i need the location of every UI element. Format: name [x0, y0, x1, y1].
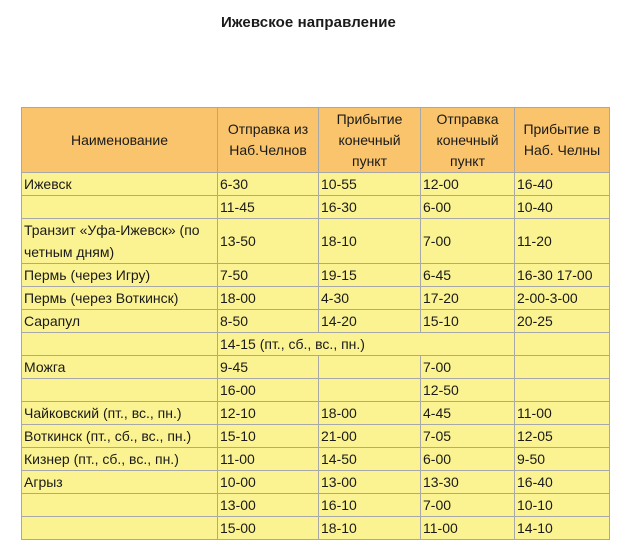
cell-arrival-destination: 18-00	[319, 402, 421, 425]
table-row	[22, 356, 610, 379]
table-row	[22, 310, 610, 333]
cell-departure-destination: 15-10	[421, 310, 515, 333]
table-row	[22, 402, 610, 425]
cell-departure-chelny: 12-10	[218, 402, 319, 425]
cell-departure-destination: 13-30	[421, 471, 515, 494]
cell-name: Пермь (через Воткинск)	[22, 287, 218, 310]
cell-arrival-destination: 18-10	[319, 219, 421, 264]
cell-arrival-destination: 13-00	[319, 471, 421, 494]
cell-arrival-chelny: 16-30 17-00	[515, 264, 610, 287]
table-header-row	[22, 108, 610, 173]
cell-arrival-chelny	[515, 333, 610, 356]
cell-departure-chelny: 6-30	[218, 173, 319, 196]
cell-name: Транзит «Уфа-Ижевск» (по четным дням)	[22, 219, 218, 264]
table-row	[22, 494, 610, 517]
header-arrival-chelny: Прибытие в Наб. Челны	[515, 108, 610, 173]
cell-name: Чайковский (пт., вс., пн.)	[22, 402, 218, 425]
cell-departure-destination: 6-00	[421, 196, 515, 219]
cell-departure-chelny: 11-45	[218, 196, 319, 219]
cell-arrival-chelny: 16-40	[515, 471, 610, 494]
cell-arrival-chelny: 2-00-3-00	[515, 287, 610, 310]
cell-arrival-destination: 18-10	[319, 517, 421, 540]
schedule-table	[21, 107, 610, 540]
cell-arrival-destination: 10-55	[319, 173, 421, 196]
cell-departure-destination: 17-20	[421, 287, 515, 310]
cell-arrival-chelny: 16-40	[515, 173, 610, 196]
cell-arrival-chelny: 11-20	[515, 219, 610, 264]
cell-arrival-chelny: 11-00	[515, 402, 610, 425]
cell-arrival-destination: 14-20	[319, 310, 421, 333]
cell-arrival-chelny: 12-05	[515, 425, 610, 448]
table-row	[22, 173, 610, 196]
cell-departure-destination: 4-45	[421, 402, 515, 425]
cell-arrival-destination	[319, 379, 421, 402]
cell-departure-destination: 12-00	[421, 173, 515, 196]
table-row	[22, 517, 610, 540]
cell-name	[22, 379, 218, 402]
table-row	[22, 379, 610, 402]
cell-departure-chelny: 13-00	[218, 494, 319, 517]
cell-arrival-destination: 16-30	[319, 196, 421, 219]
cell-name	[22, 494, 218, 517]
header-name: Наименование	[22, 108, 218, 173]
cell-departure-destination: 11-00	[421, 517, 515, 540]
cell-name: Кизнер (пт., сб., вс., пн.)	[22, 448, 218, 471]
cell-name	[22, 196, 218, 219]
cell-arrival-chelny: 10-10	[515, 494, 610, 517]
cell-departure-destination: 6-45	[421, 264, 515, 287]
table-row	[22, 471, 610, 494]
cell-arrival-chelny: 20-25	[515, 310, 610, 333]
cell-arrival-chelny	[515, 356, 610, 379]
cell-departure-destination: 6-00	[421, 448, 515, 471]
cell-arrival-destination: 4-30	[319, 287, 421, 310]
cell-name: Пермь (через Игру)	[22, 264, 218, 287]
cell-departure-chelny: 9-45	[218, 356, 319, 379]
table-row	[22, 287, 610, 310]
cell-departure-destination: 12-50	[421, 379, 515, 402]
cell-departure-chelny: 13-50	[218, 219, 319, 264]
table-row	[22, 196, 610, 219]
header-arrival-destination: Прибытие конечный пункт	[319, 108, 421, 173]
cell-name: Воткинск (пт., сб., вс., пн.)	[22, 425, 218, 448]
cell-name: Сарапул	[22, 310, 218, 333]
cell-departure-chelny: 11-00	[218, 448, 319, 471]
cell-departure-chelny: 15-10	[218, 425, 319, 448]
cell-arrival-chelny: 10-40	[515, 196, 610, 219]
cell-departure-destination: 7-00	[421, 356, 515, 379]
cell-arrival-chelny: 9-50	[515, 448, 610, 471]
cell-departure-chelny: 8-50	[218, 310, 319, 333]
cell-arrival-chelny	[515, 379, 610, 402]
page-title: Ижевское направление	[220, 14, 397, 31]
cell-departure-chelny: 7-50	[218, 264, 319, 287]
cell-departure-destination: 7-00	[421, 494, 515, 517]
table-row	[22, 333, 610, 356]
cell-arrival-destination: 16-10	[319, 494, 421, 517]
table-row	[22, 219, 610, 264]
cell-name	[22, 517, 218, 540]
cell-arrival-destination: 14-50	[319, 448, 421, 471]
table-row	[22, 425, 610, 448]
cell-departure-destination: 7-00	[421, 219, 515, 264]
header-departure-chelny: Отправка из Наб.Челнов	[218, 108, 319, 173]
table-row	[22, 448, 610, 471]
cell-departure-chelny: 15-00	[218, 517, 319, 540]
cell-departure-chelny: 14-15 (пт., сб., вс., пн.)	[218, 333, 515, 356]
cell-arrival-destination	[319, 356, 421, 379]
cell-arrival-destination: 21-00	[319, 425, 421, 448]
cell-arrival-chelny: 14-10	[515, 517, 610, 540]
cell-departure-chelny: 18-00	[218, 287, 319, 310]
cell-name: Агрыз	[22, 471, 218, 494]
cell-name: Ижевск	[22, 173, 218, 196]
header-departure-destination: Отправка конечный пункт	[421, 108, 515, 173]
cell-departure-chelny: 10-00	[218, 471, 319, 494]
cell-departure-chelny: 16-00	[218, 379, 319, 402]
cell-departure-destination: 7-05	[421, 425, 515, 448]
cell-arrival-destination: 19-15	[319, 264, 421, 287]
cell-name: Можга	[22, 356, 218, 379]
table-row	[22, 264, 610, 287]
cell-name	[22, 333, 218, 356]
